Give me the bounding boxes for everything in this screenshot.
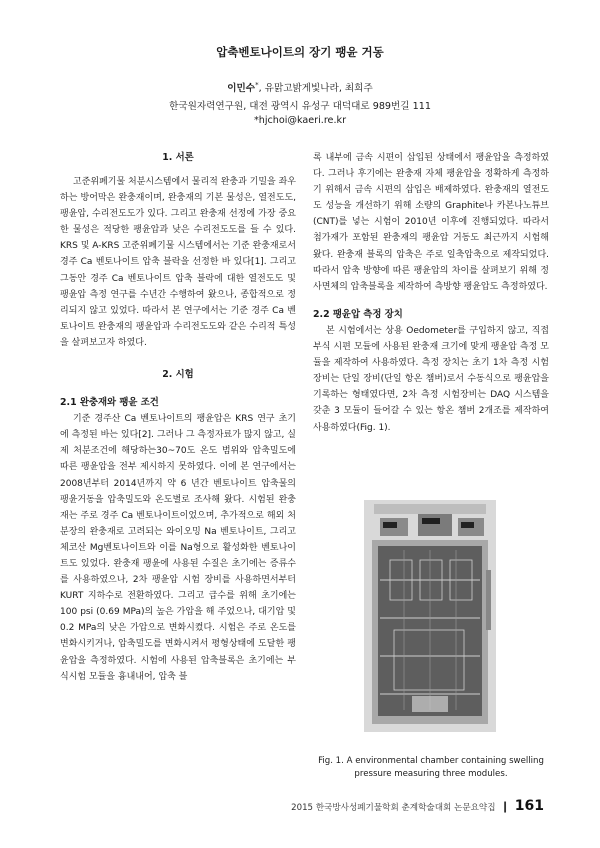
subsection-2-body: 본 시험에서는 상용 Oedometer를 구입하지 않고, 직접 부식 시편 모듈에 사용된 완충재 크기에 맞게 팽윤압 측정 모듈을 제작하여 사용하였다. 측정 장치는 초기 1차 측정 시험장비는 단일 장비(단일 항온 챔버)로서 수동식으로 팽윤압을 기록하는 형태였다면, 2차 측정 시험장비는 DAQ 시스템을 갖춘 3 모듈이 들어갈 수 있는 항온 챔버 2개조를 제작하여 사용하였다(Fig. 1). <box>313 325 549 433</box>
footer-separator: ❙ <box>500 800 510 813</box>
author-line <box>0 80 600 94</box>
right-column <box>313 150 549 436</box>
page-footer <box>291 798 544 814</box>
page-number: 161 <box>514 798 544 814</box>
subsection-2-heading: 2.2 팽윤압 측정 장치 <box>313 308 403 320</box>
footer-text: 2015 한국방사성폐기물학회 춘계학술대회 논문요약집 <box>291 803 496 813</box>
intro-body: 고준위폐기물 처분시스템에서 물리적 완충과 기밀을 좌우하는 방어막은 완충재이며, 완충재의 기본 물성은, 열전도도, 팽윤압, 수리전도도가 있다. 그리고 완충재 선정에 가장 중요한 물성은 적당한 팽윤압과 낮은 수리전도도를 들 수 있다. KRS 및 A-KRS 고준위폐기물 시스템에서는 기준 완충재로서 경주 Ca 벤토나이트 압축 블락을 선정한 바 있다[1]. 그리고 그동안 경주 Ca 벤토나이트 압축 블락에 대한 열전도도 및 팽윤압 측정 연구를 수년간 수행하여 왔으나, 종합적으로 정리되지 않고 있었다. 따라서 본 연구에서는 기준 경주 Ca 벤토나이트 완충재의 팽윤압과 수리전도도와 같은 수리적 특성을 살펴보고자 하였다. <box>60 177 296 348</box>
author-email: *hjchoi@kaeri.re.kr <box>253 115 347 126</box>
chamber-photo <box>364 500 496 732</box>
corresponding-mark: * <box>255 80 259 89</box>
paper-title: 압축벤토나이트의 장기 팽윤 거동 <box>216 45 384 59</box>
figure-caption: Fig. 1. A environmental chamber containing swelling pressure measuring three modules. <box>318 756 544 779</box>
intro-heading: 1. 서론 <box>162 152 194 163</box>
left-column <box>60 150 296 685</box>
co-authors: , 유맑고밝게빛나라, 최희주 <box>258 83 373 94</box>
corresponding-author: 이민수 <box>227 83 256 94</box>
subsection-1-body: 기준 경주산 Ca 벤토나이트의 팽윤압은 KRS 연구 초기에 측정된 바는 있다[2]. 그러나 그 측정자료가 많지 않고, 실제 처분조건에 해당하는30~70도 온도 범위와 압축밀도에 따른 팽윤압을 전부 제시하지 못하였다. 이에 본 연구에서는 2008년부터 2014년까지 약 6 년간 벤토나이트 압축물의 팽윤거동을 압축밀도와 온도별로 조사해 왔다. 시험된 완충재는 주로 경주 Ca 벤토나이트이었으며, 추가적으로 해외 처분장의 완충재로 고려되는 와이오밍 Na 벤토나이트, 그리고 체코산 Mg벤토나이트와 이를 Na형으로 활성화한 벤토나이트도 있었다. 완충재 팽윤에 사용된 수질은 초기에는 증류수를 사용하였으나, 2차 팽윤압 시험 장비를 사용하면서부터 KURT 지하수로 전환하였다. 그리고 급수를 위해 초기에는 100 psi (0.69 MPa)의 높은 가압을 해 주었으나, 대기압 및 0.2 MPa의 낮은 가압으로 변화시켰다. 시험은 주로 온도를 변화시키거나, 압축밀도를 변화시켜서 평형상태에 도달한 팽윤압을 측정하였다. 시험에 사용된 압축블록은 초기에는 부식시험 모듈을 흉내내어, 압축 블 <box>60 414 296 682</box>
method-heading: 2. 시험 <box>162 369 194 381</box>
affiliation: 한국원자력연구원, 대전 광역시 유성구 대덕대로 989번길 111 <box>169 101 431 112</box>
subsection-1-continuation: 록 내부에 금속 시편이 삽입된 상태에서 팽윤압을 측정하였다. 그러나 후기에는 완충재 자체 팽윤압을 정확하게 측정하기 위해서 금속 시편의 삽입은 배제하였다. 완충재의 열전도도 성능을 개선하기 위해 소량의 Graphite나 카본나노튜브(CNT)를 넣는 시험이 2010년 이후에 진행되었다. 따라서 첨가재가 포함된 완충재의 팽윤압 거동도 최근까지 시험해 왔다. 완충재 블록의 압축은 주로 일축압축으로 제작되었다. 따라서 압축 방향에 따른 팽윤압의 차이를 살펴보기 위해 정사면체의 압축블록을 제작하여 측방향 팽윤압도 측정하였다. <box>313 153 549 292</box>
subsection-1-heading: 2.1 완충재와 팽윤 조건 <box>60 397 159 409</box>
